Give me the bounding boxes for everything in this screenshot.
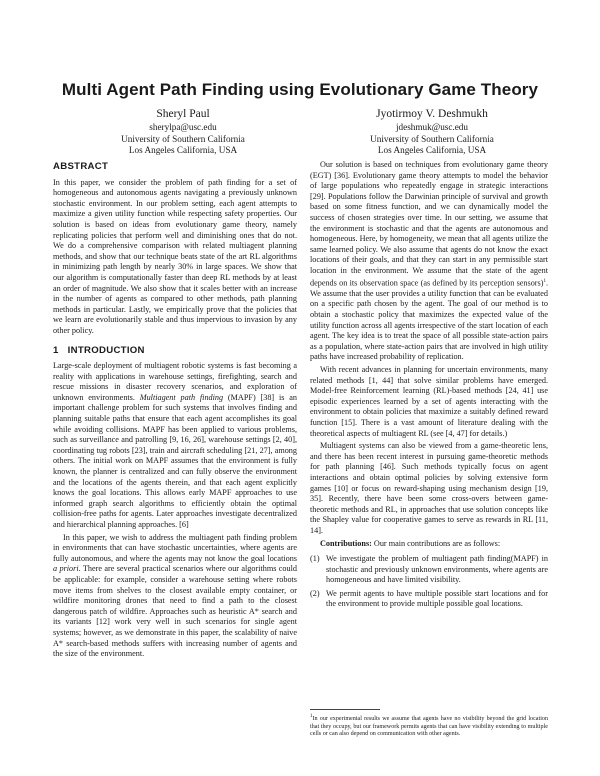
author-email: sherylpa@usc.edu [149,122,217,132]
author-affiliation: University of Southern California [370,133,494,144]
author-name: Sheryl Paul [156,108,210,120]
text-run: Our solution is based on techniques from evolutionary game theory (EGT) [36]. Evolutionary game theory attempts to model the behavior of large populations who repeatedly engage in strategic interactions [29]. Populations follow the Darwinian principle of survival and growth based on some fitness function, and we can dynamically model the success of chosen strategies over time. In our setting, we assume that the environment is stochastic and that the agents are autonomous and homogeneous. Here, by homogeneity, we mean that all agents utilize the same learned policy. We also assume that agents do not know the exact locations of their goals, and that they can start in any permissible start location in the environment. We assume that the state of the agent depends on its observation space (as defined by its perception sensors) [310,160,548,288]
intro-paragraph-1 [53,361,297,531]
body-paragraph-2: With recent advances in planning for uncertain environments, many related methods [1, 44] that solve similar problems have emerged. Model-free Reinforcement learning (RL)-based methods [24, 41] use episodic experiences learned by a set of agents interacting with the environment to obtain policies that maximize a suitably defined reward function [15]. There is a vast amount of literature dealing with the theoretical aspects of multiagent RL (see [4, 47] for details.) [310,365,548,438]
section-number: 1 [53,344,59,356]
text-run: . There are several practical scenarios where our algorithms could be applicable: for example, consider a warehouse setting where robots move items from shelves to the closest available empty container, or wildfire monitoring drones that need to find a path to the closest dangerous patch of wildfire. Approaches such as heuristic A* search and its variants [12] work very well in such scenarios for single agent systems; however, as we demonstrate in this paper, the scalability of naive A* search-based methods suffers with increasing number of agents and the size of the environment. [53,564,297,659]
right-column [310,160,548,613]
body-paragraph-3: Multiagent systems can also be viewed from a game-theoretic lens, and there has been recent interest in pursuing game-theoretic methods for path planning [46]. Such methods typically focus on agent interactions and obtain optimal policies by solving extensive form games [10] or focus on reward-shaping using mechanism design [19, 35]. Recently, there have been some cross-overs between game-theoretic methods and RL, in approaches that use solution concepts like the Shapley value for cooperative games to serve as rewards in RL [11, 14]. [310,441,548,535]
abstract-heading: ABSTRACT [53,161,109,172]
footnote-marker: 1 [310,714,313,719]
section-title: INTRODUCTION [67,344,145,356]
text-run: In this paper, we wish to address the multiagent path finding problem in environments that can have stochastic uncertainties, where agents are fully autonomous, and where the agents may not know the goal locations [53,532,297,563]
author-email: jdeshmuk@usc.edu [396,122,468,132]
intro-paragraph-2 [53,533,297,660]
section-heading-introduction [53,346,297,357]
contributions-intro [310,539,548,550]
emphasis-run: a priori [53,564,79,574]
text-run: (MAPF) [38] is an important challenge problem for such systems that involves finding and planning suitable paths that ensure that each agent accomplishes its goal while avoiding collisions. MAPF has been applied to various problems, such as surveillance and patrolling [9, 16, 26], warehouse settings [2, 40], coordinating tug robots [23], train and aircraft scheduling [21, 27], among others. The initial work on MAPF assumes that the environment is fully known, the planner is centralized and can fully observe the environment and the locations of the agents therein, and that each agent explicitly knows the goal locations. This allows early MAPF approaches to use informed graph search algorithms to efficiently obtain the optimal collision-free paths for agents. Later approaches investigate decentralized and hierarchical planning approaches. [6] [53,392,297,529]
abstract-text: In this paper, we consider the problem of path finding for a set of homogeneous and autonomous agents navigating a previously unknown stochastic environment. In our problem setting, each agent attempts to maximize a given utility function while respecting safety properties. Our solution is based on ideas from evolutionary game theory, namely replicating policies that perform well and diminishing ones that do not. We do a comprehensive comparison with related multiagent planning methods, and show that our technique beats state of the art RL algorithms in minimizing path length by nearly 30% in large spaces. We show that our algorithm is computationally faster than deep RL methods by at least an order of magnitude. We also show that it scales better with an increase in the number of agents as compared to other methods, path planning methods in particular. Lastly, we empirically prove that the policies that we learn are evolutionarily stable and thus impervious to invasion by any other policy. [53,177,297,335]
author-location: Los Angeles California, USA [128,145,238,155]
author-block-1 [68,107,298,157]
footnote-text: In our experimental results we assume that agents have no visibility beyond the grid location that they occupy, but our framework permits agents that can have visibility extending to multiple cells or can also depend on communication with other agents. [310,716,548,738]
left-column [53,160,297,660]
list-marker: (2) [310,588,320,598]
author-block-2 [317,107,547,157]
author-affiliation: University of Southern California [121,133,245,144]
contributions-label: Contributions: [320,538,372,548]
emphasis-run: Multiagent path finding [139,392,224,402]
footnote-rule [310,709,380,710]
paper-title: Multi Agent Path Finding using Evolutionary Game Theory [61,80,539,99]
list-marker: (1) [310,554,320,564]
author-location: Los Angeles California, USA [377,145,487,155]
list-item [310,554,548,586]
text-run: Large-scale deployment of multiagent robotic systems is fast becoming a reality with applications in warehouse settings, firefighting, search and rescue missions in disaster recovery scenarios, and exploration of unknown environments. [53,361,297,402]
list-item-text: We permit agents to have multiple possible start locations and for the environment to provide multiple possible goal locations. [326,588,548,609]
footnote [310,709,548,739]
footnote-marker: 1 [543,278,546,284]
list-item-text: We investigate the problem of multiagent path finding(MAPF) in stochastic and previously unknown environments, where agents are homogeneous and have limited visibility. [326,554,548,585]
text-run: . We assume that the user provides a utility function that can be evaluated on a specific path chosen by the agent. The goal of our method is to obtain a stochastic policy that maximizes the expected value of the utility function across all agents irrespective of the start location of each agent. The key idea is to treat the space of all possible state-action pairs as a population, where state-action pairs that are involved in high utility paths have increased probability of replication. [310,278,548,362]
author-name: Jyotirmoy V. Deshmukh [376,108,488,120]
text-run: Our main contributions are as follows: [371,538,501,548]
list-item [310,589,548,610]
contributions-list [310,554,548,610]
body-paragraph-1 [310,160,548,363]
